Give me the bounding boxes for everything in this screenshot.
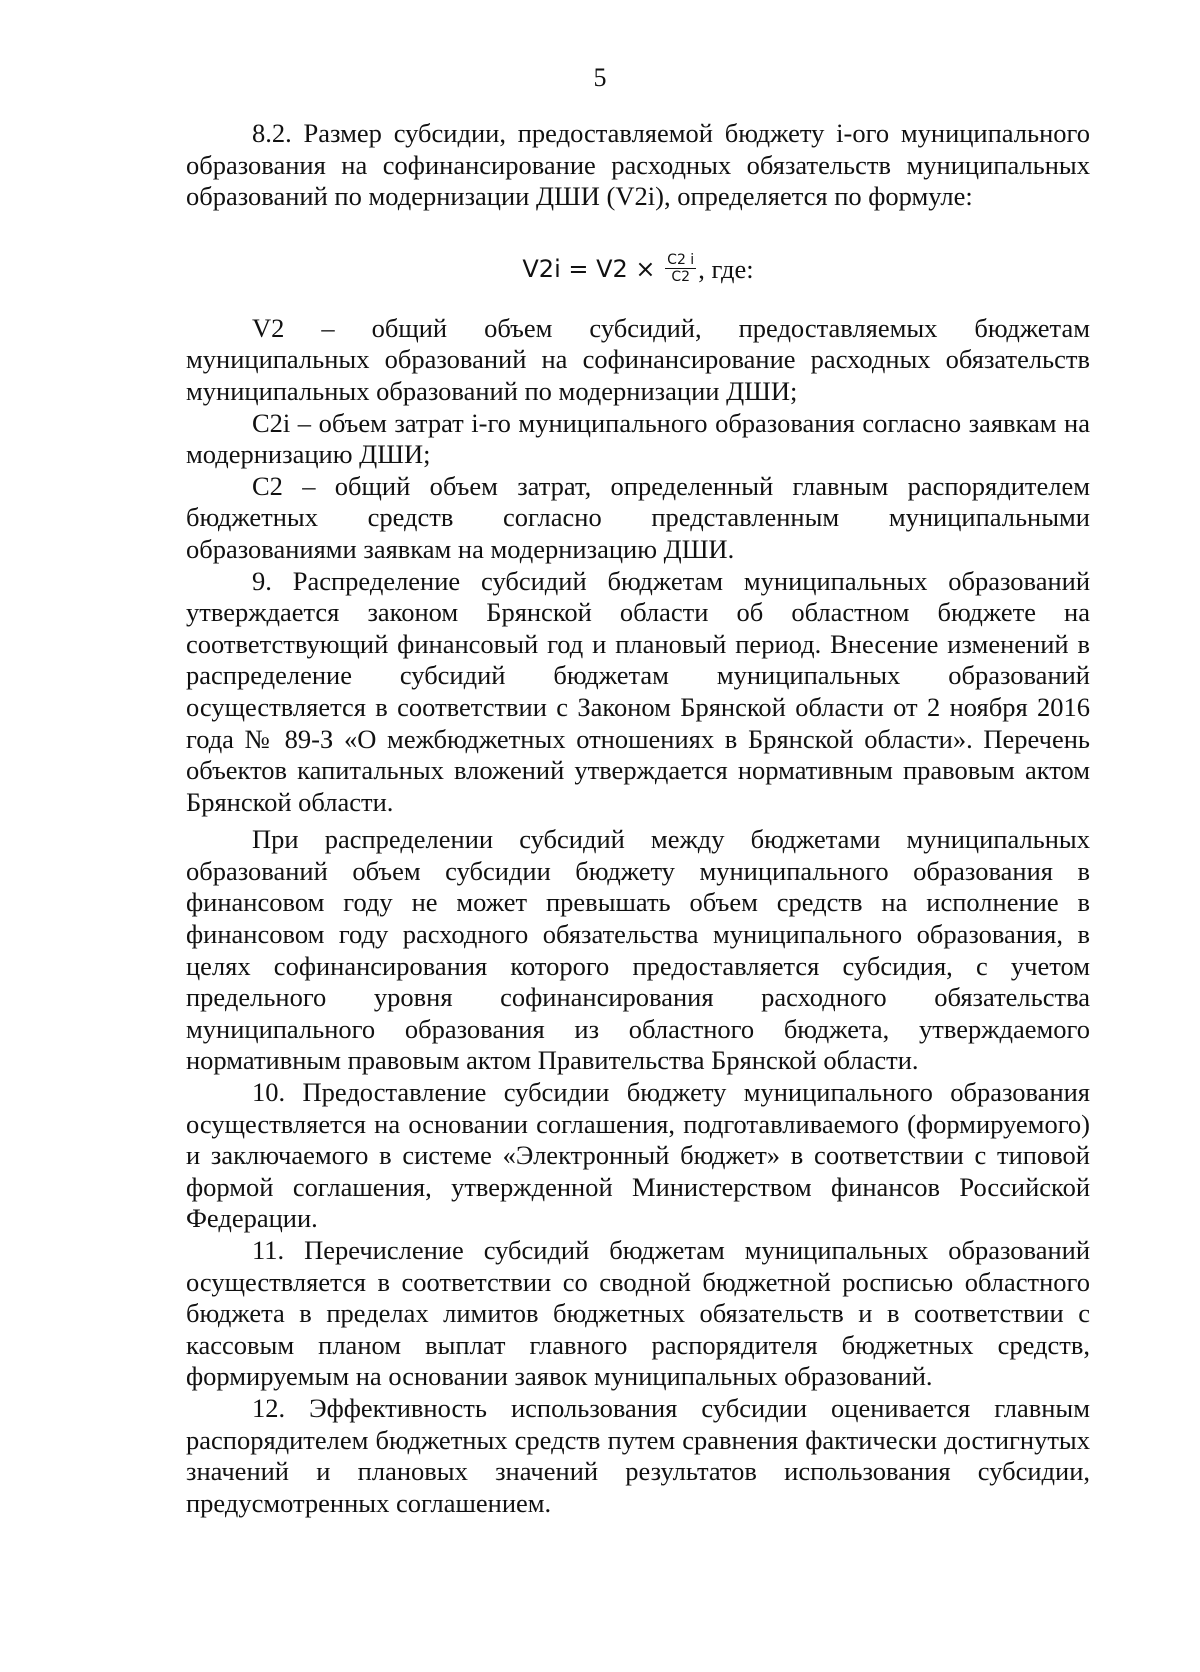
page-number: 5 (593, 63, 607, 92)
definition-v2: V2 – общий объем субсидий, предоставляемых бюджетам муниципальных образований на софинансирование расходных обязательств муниципальных образований по модернизации ДШИ; (186, 312, 1090, 406)
formula-fraction (665, 252, 696, 285)
definition-c2: C2 – общий объем затрат, определенный главным распорядителем бюджетных средств согласно представленным муниципальными образованиями заявкам на модернизацию ДШИ. (186, 470, 1090, 564)
paragraph-10: 10. Предоставление субсидии бюджету муниципального образования осуществляется на основании соглашения, подготавливаемого (формируемого) и заключаемого в системе «Электронный бюджет» в соответствии с типовой формой соглашения, утвержденной Министерством финансов Российской Федерации. (186, 1077, 1090, 1234)
paragraph-11: 11. Перечисление субсидий бюджетам муниципальных образований осуществляется в соответствии со сводной бюджетной росписью областного бюджета в пределах лимитов бюджетных обязательств и в соответствии с кассовым планом выплат главного распорядителя бюджетных средств, формируемым на основании заявок муниципальных образований. (186, 1235, 1090, 1392)
formula-numerator: C2 i (667, 252, 695, 269)
formula-tail: , где: (698, 253, 754, 284)
paragraph-8-2: 8.2. Размер субсидии, предоставляемой бюджету i-ого муниципального образования на софинансирование расходных обязательств муниципальных образований по модернизации ДШИ (V2i), определяется по формуле: (186, 118, 1090, 212)
paragraph-distribution: При распределении субсидий между бюджетами муниципальных образований объем субсидии бюджету муниципального образования в финансовом году не может превышать объем средств на исполнение в финансовом году расходного обязательства муниципального образования, в целях софинансирования которого предоставляется субсидия, с учетом предельного уровня софинансирования расходного обязательства муниципального образования из областного бюджета, утверждаемого нормативным правовым актом Правительства Брянской области. (186, 824, 1090, 1076)
definition-c2i: C2i – объем затрат i-го муниципального образования согласно заявкам на модернизацию ДШИ; (186, 407, 1090, 470)
paragraph-9: 9. Распределение субсидий бюджетам муниципальных образований утверждается законом Брянской области об областном бюджете на соответствующий финансовый год и плановый период. Внесение изменений в распределение субсидий бюджетам муниципальных образований осуществляется в соответствии с Законом Брянской области от 2 ноября 2016 года № 89-З «О межбюджетных отношениях в Брянской области». Перечень объектов капитальных вложений утверждается нормативным правовым актом Брянской области. (186, 565, 1090, 817)
formula-denominator: C2 (671, 269, 691, 286)
formula-v2i (186, 235, 1090, 301)
formula-lhs: V2i = V2 × (522, 254, 656, 283)
paragraph-12: 12. Эффективность использования субсидии оценивается главным распорядителем бюджетных средств путем сравнения фактически достигнутых значений и плановых значений результатов использования субсидии, предусмотренных соглашением. (186, 1392, 1090, 1518)
document-body (186, 118, 1090, 1519)
